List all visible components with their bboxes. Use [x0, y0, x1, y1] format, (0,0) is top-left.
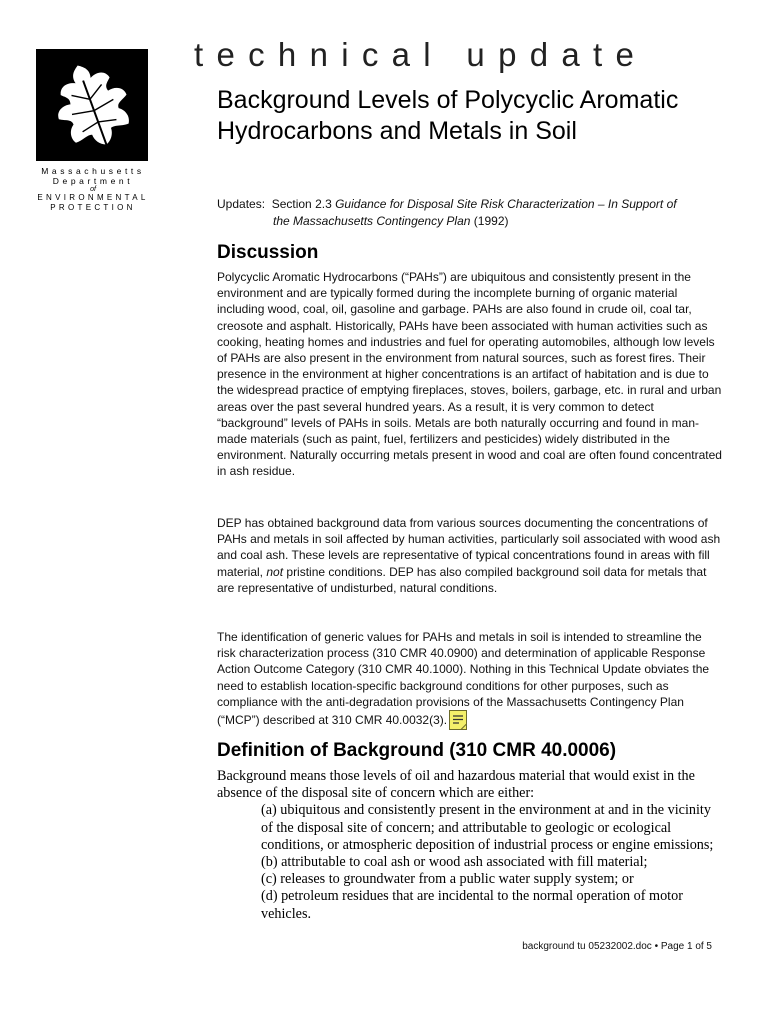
p2-text-after: pristine conditions. DEP has also compiled background soil data for metals that are representative of undisturbed, natural conditions. — [217, 564, 707, 595]
updates-label: Updates: — [217, 197, 266, 211]
oak-leaf-icon — [36, 49, 148, 161]
department-logo — [36, 49, 148, 161]
guidance-title-line-2: the Massachusetts Contingency Plan — [273, 214, 471, 228]
definition-item-a: (a) ubiquitous and consistently present in the environment at and in the vicinity of the disposal site of concern; and attributable to geologic or ecological conditions, or atmospheric deposition of industrial process or engine emissions; — [261, 802, 714, 853]
technical-update-banner: technical update — [194, 36, 648, 73]
definition-item-d: (d) petroleum residues that are incidental to the normal operation of motor vehicles. — [261, 888, 683, 922]
discussion-paragraph-2 — [217, 515, 722, 596]
document-title: Background Levels of Polycyclic Aromatic Hydrocarbons and Metals in Soil — [217, 86, 679, 145]
definition-item-b: (b) attributable to coal ash or wood ash associated with fill material; — [261, 854, 648, 871]
guidance-year: (1992) — [473, 214, 509, 228]
definition-item-c: (c) releases to groundwater from a public water supply system; or — [261, 871, 634, 888]
p3-text: The identification of generic values for PAHs and metals in soil is intended to streamline the risk characterization process (310 CMR 40.0900) and determination of applicable Response Action Outcome Category (310 CMR 40.1000). Nothing in this Technical Update obviates the need to establish location-specific background conditions for other purposes, such as compliance with the anti-degradation provisions of the Massachusetts Contingency Plan (“MCP”) described at 310 CMR 40.0032(3). — [217, 630, 710, 728]
discussion-heading: Discussion — [217, 242, 319, 263]
sticky-note-icon[interactable] — [449, 710, 467, 730]
definition-text — [217, 768, 717, 923]
agency-line-5: PROTECTION — [50, 203, 136, 212]
p2-emphasis: not — [266, 564, 284, 579]
p2-text-before: DEP has obtained background data from various sources documenting the concentrations of PAHs and metals in soil affected by human activities, particularly soil associated with wood ash and coal ash. These levels are representative of typical concentrations found in areas with fill material, — [217, 516, 721, 579]
agency-line-3: of — [90, 186, 96, 193]
updates-block — [217, 196, 717, 230]
updates-section: Section 2.3 — [271, 197, 332, 211]
updates-row-1 — [217, 196, 717, 213]
definition-heading: Definition of Background (310 CMR 40.0006) — [217, 740, 617, 761]
updates-row-2 — [217, 213, 717, 230]
page-footer: background tu 05232002.doc • Page 1 of 5 — [522, 941, 712, 952]
discussion-paragraph-3 — [217, 629, 722, 730]
agency-line-2: Department — [52, 176, 134, 186]
agency-line-4: ENVIRONMENTAL — [37, 193, 149, 202]
guidance-title-line-1: Guidance for Disposal Site Risk Characterization – In Support of — [335, 197, 677, 211]
discussion-paragraph-1: Polycyclic Aromatic Hydrocarbons (“PAHs”) are ubiquitous and consistently present in the environment and are typically formed during the incomplete burning of organic material including wood, coal, oil, gasoline and garbage. PAHs are also found in crude oil, coal tar, creosote and asphalt. Historically, PAHs have been associated with human activities such as cooking, heating homes and industries and fuel for operating automobiles, although low levels of PAHs are also present in the environment from natural sources, such as forest fires. Their presence in the environment at higher concentrations is an artifact of habitation and is due to the widespread practice of emptying fireplaces, stoves, boilers, garbage, etc. in rural and urban areas over the past several hundred years. As a result, it is very common to detect “background” levels of PAHs in soils. Metals are both naturally occurring and found in man-made materials (such as paint, fuel, fertilizers and pesticides) widely distributed in the environment. Naturally occurring metals present in wood and coal are often found concentrated in ash residue. — [217, 270, 722, 479]
definition-intro: Background means those levels of oil and hazardous material that would exist in the absence of the disposal site of concern which are either: — [217, 768, 695, 802]
agency-line-1: Massachusetts — [41, 166, 145, 176]
agency-name — [32, 166, 154, 213]
